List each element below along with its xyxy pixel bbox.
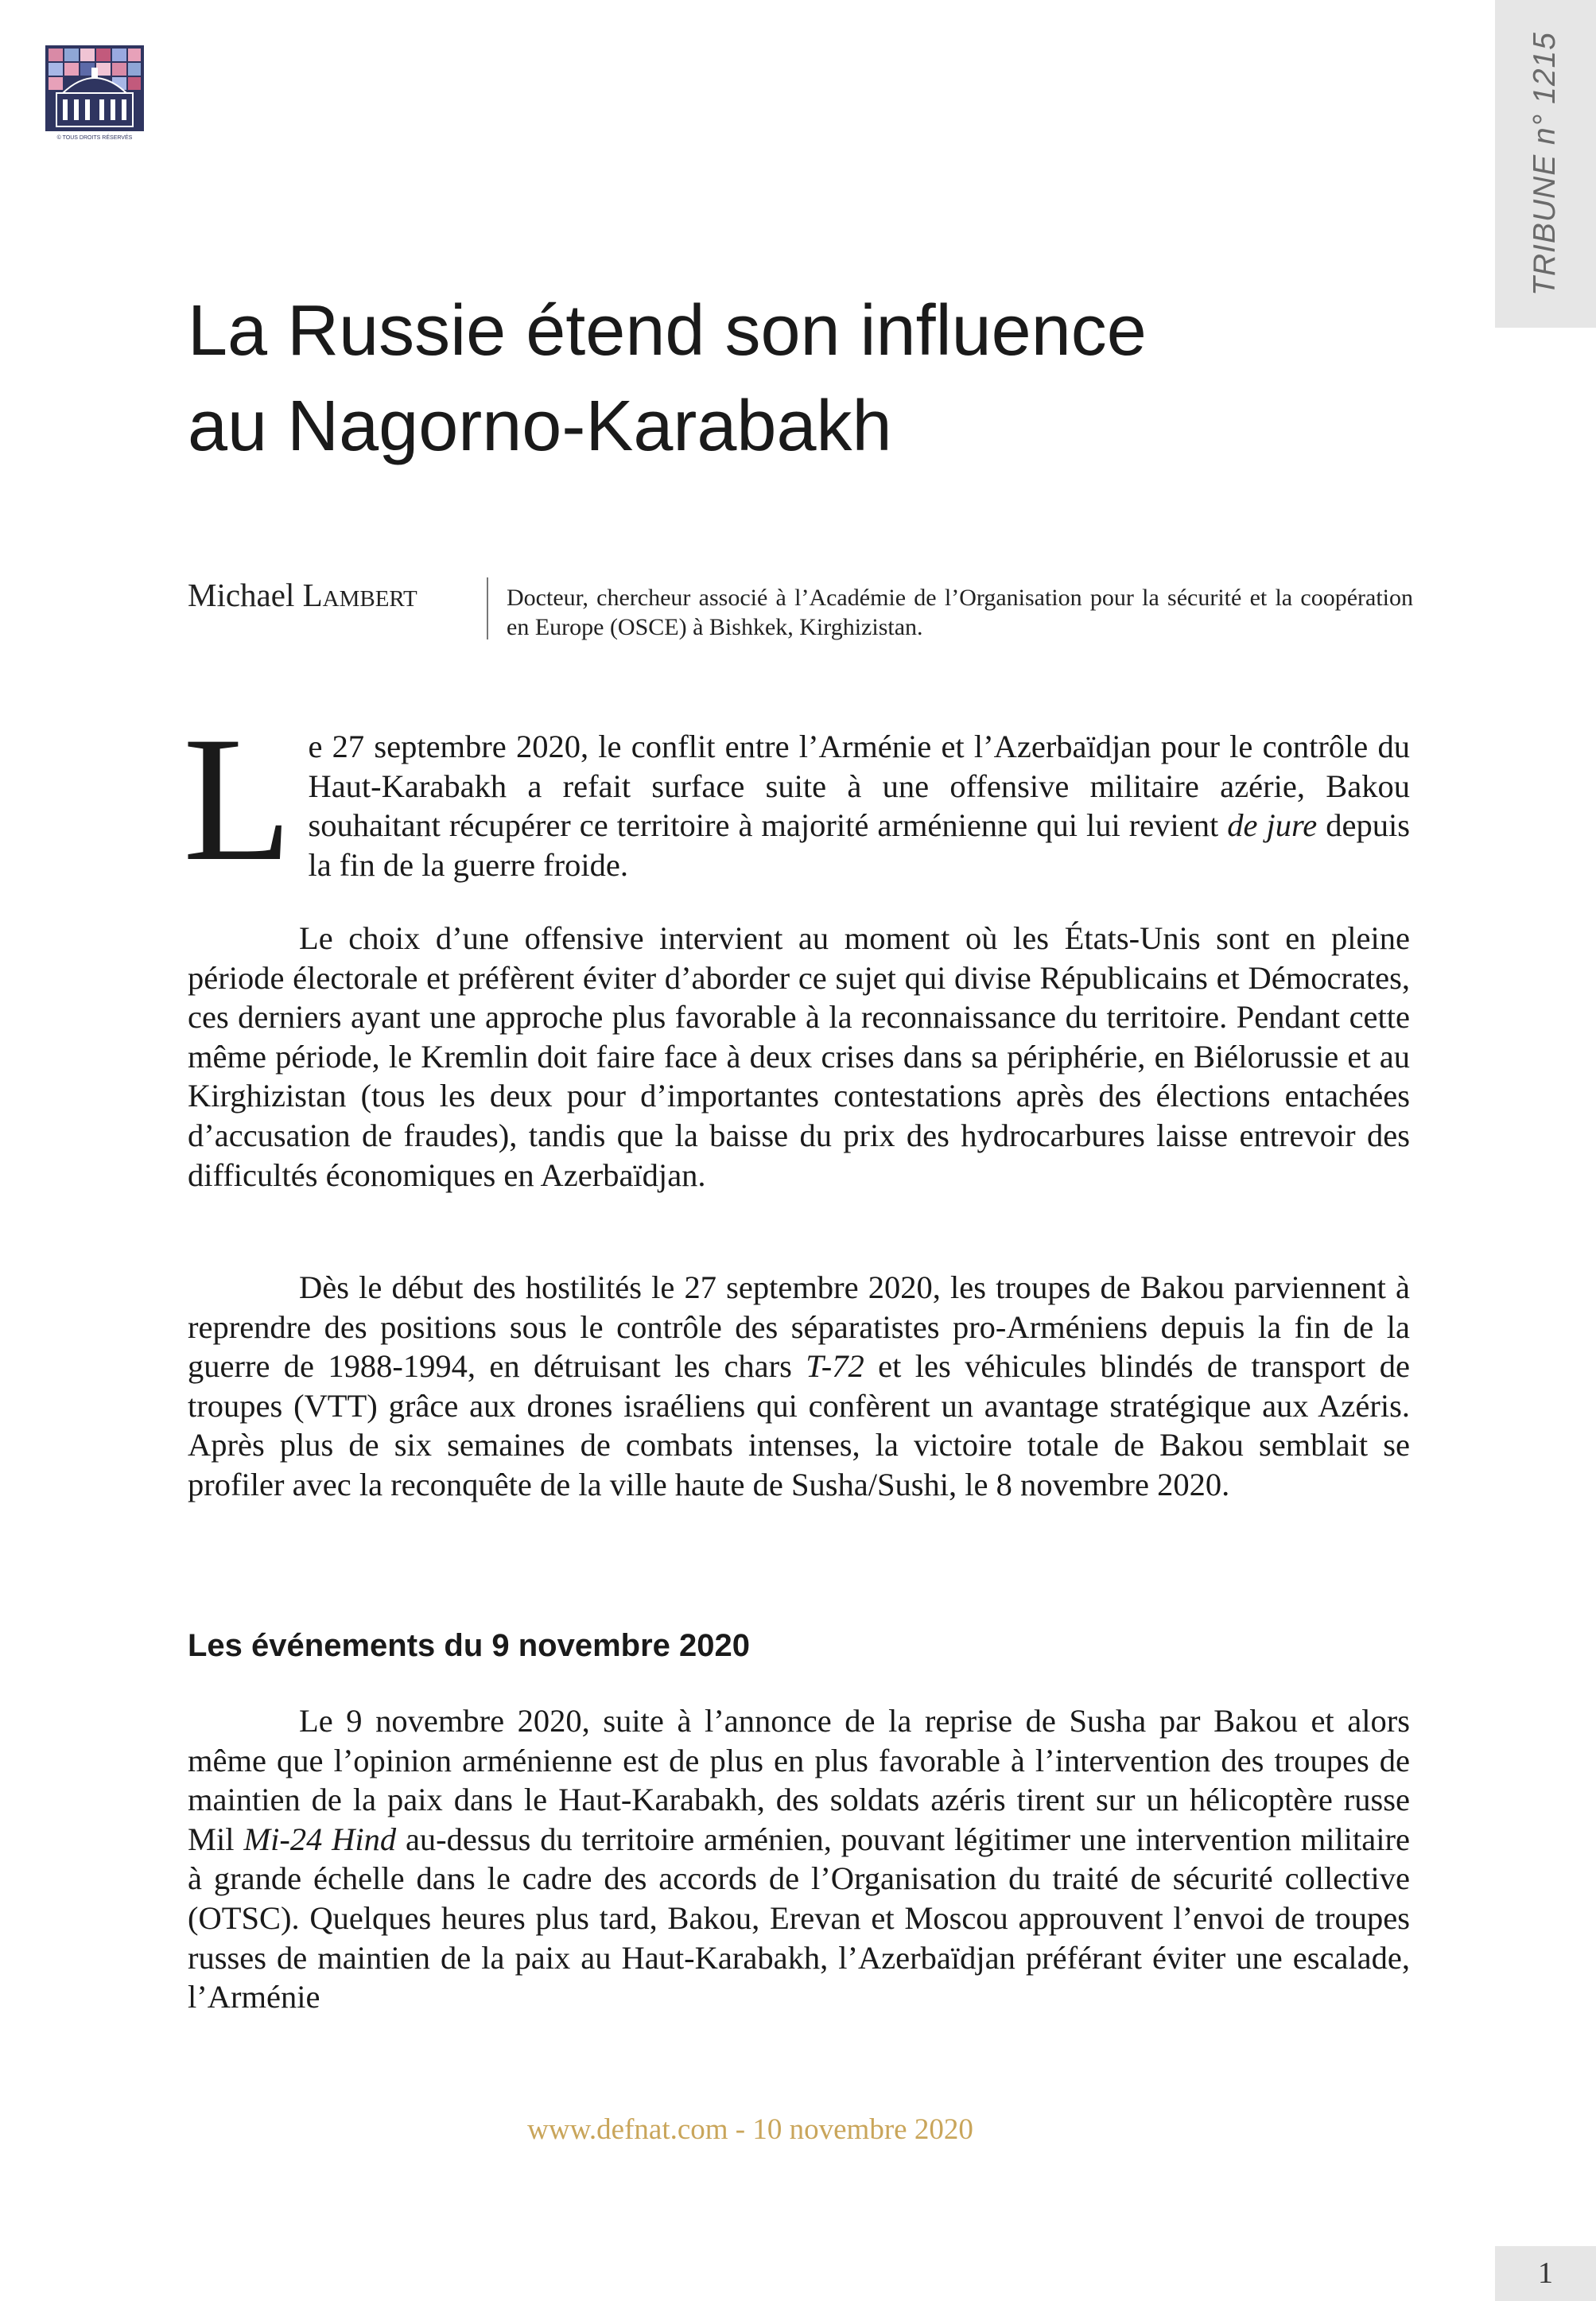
paragraph-4-text-b: au-dessus du territoire arménien, pouvant légitimer une intervention militaire à grande échelle dans le cadre des accords de l’Organisation du traité de sécurité collective (OTSC). Quelques heures plus tard, Bakou, Erevan et Moscou approuvent l’envoi de troupes russes de maintien de la paix au Haut-Karabakh, l’Azerbaïdjan préférant éviter une escalade, l’Arménie (188, 1821, 1410, 2015)
publisher-logo (45, 45, 144, 142)
paragraph-3-emphasis: T-72 (806, 1348, 864, 1385)
footer-url-date: www.defnat.com - 10 novembre 2020 (527, 2113, 973, 2146)
author-divider (487, 577, 488, 639)
page-number: 1 (1538, 2256, 1553, 2290)
logo-caption: © TOUS DROITS RÉSERVÉS (56, 135, 133, 141)
paragraph-1-emphasis: de jure (1227, 807, 1318, 844)
paragraph-4-emphasis: Mi-24 Hind (243, 1821, 397, 1857)
drop-cap: L (183, 699, 293, 898)
building-mosaic-icon (45, 45, 144, 142)
page-number-box (1495, 2246, 1596, 2301)
title-line-2: au Nagorno-Karabakh (188, 387, 892, 466)
title-line-1: La Russie étend son influence (188, 291, 1147, 371)
paragraph-1 (183, 699, 1410, 898)
author-last-name: Lambert (302, 577, 417, 613)
paragraph-1-text-b: depuis la fin de la guerre froide. (308, 807, 1410, 883)
paragraph-4-text-a: Le 9 novembre 2020, suite à l’annonce de la reprise de Susha par Bakou et alors même que l’opinion arménienne est de plus en plus favorable à l’intervention des troupes de maintien de la paix dans le Haut-Karabakh, des soldats azéris tirent sur un hélicoptère russe Mil (188, 1703, 1410, 1857)
tribune-tab (1495, 0, 1596, 328)
paragraph-2-text: Le choix d’une offensive intervient au moment où les États-Unis sont en pleine période électorale et préfèrent éviter d’aborder ce sujet qui divise Républicains et Démocrates, ces derniers ayant une approche plus favorable à la reconnaissance du territoire. Pendant cette même période, le Kremlin doit faire face à deux crises dans sa périphérie, en Biélorussie et au Kirghizistan (tous les deux pour d’importantes contestations après des élections entachées d’accusation de fraudes), tandis que la baisse du prix des hydrocarbures laisse entrevoir des difficultés économiques en Azerbaïdjan. (188, 920, 1410, 1193)
paragraph-1-text-a: e 27 septembre 2020, le conflit entre l’Arménie et l’Azerbaïdjan pour le contrôle du Haut-Karabakh a refait surface suite à une offensive militaire azérie, Bakou souhaitant récupérer ce territoire à majorité arménienne qui lui revient (308, 729, 1410, 844)
author-name (188, 576, 417, 614)
paragraph-2 (188, 919, 1410, 1195)
article-title (188, 283, 1380, 474)
paragraph-3-text-a: Dès le début des hostilités le 27 septembre 2020, les troupes de Bakou parviennent à reprendre des positions sous le contrôle des séparatistes pro-Arméniens depuis la fin de la guerre de 1988-1994, en détruisant les chars (188, 1269, 1410, 1385)
paragraph-4 (188, 1701, 1410, 2017)
author-affiliation: Docteur, chercheur associé à l’Académie de l’Organisation pour la sécurité et la coopération en Europe (OSCE) à Bishkek, Kirghizistan. (507, 585, 1413, 640)
section-heading: Les événements du 9 novembre 2020 (188, 1628, 750, 1663)
paragraph-3-text-b: et les véhicules blindés de transport de troupes (VTT) grâce aux drones israéliens qui confèrent un avantage stratégique aux Azéris. Après plus de six semaines de combats intenses, la victoire totale de Bakou semblait se profiler avec la reconquête de la ville haute de Susha/Sushi, le 8 novembre 2020. (188, 1348, 1410, 1502)
author-first-name: Michael (188, 577, 295, 613)
paragraph-3 (188, 1268, 1410, 1505)
tribune-label: TRIBUNE n° 1215 (1528, 32, 1562, 296)
